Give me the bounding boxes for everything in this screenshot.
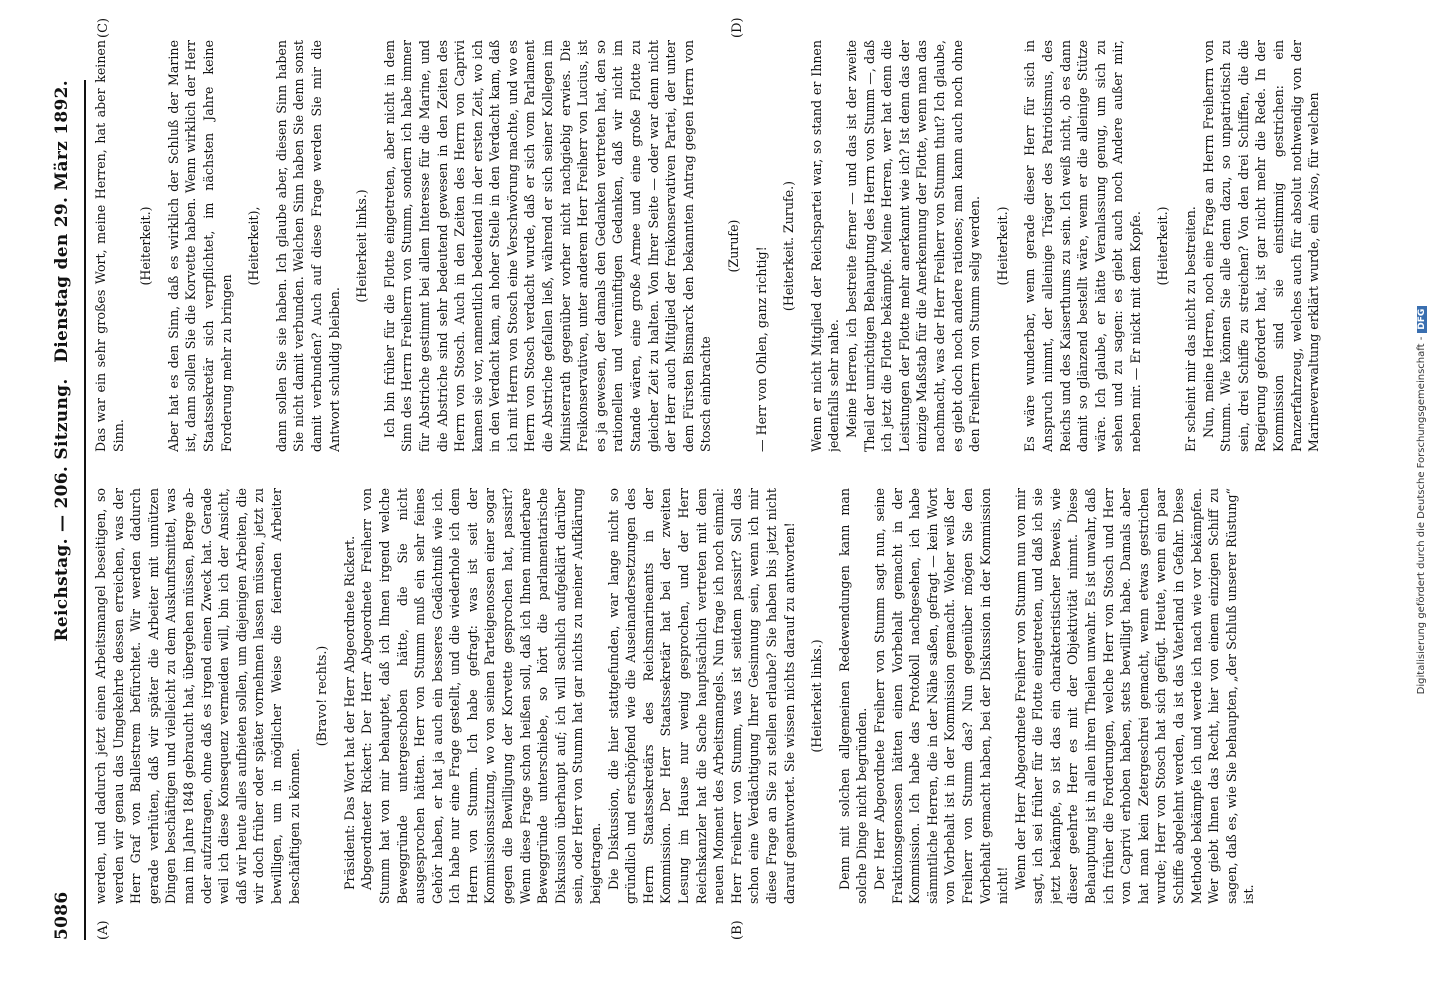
paragraph: Ich bin früher für die Flotte eingetreten, aber nicht in dem Sinn des Herrn Freiherrn von Stumm, sondern ich habe immer für Abstriche gestimmt bei allem Interesse für die Marine, und die Abstriche sind sehr bedeutend gewesen in den Zeiten des Herrn von Stosch. Auch in den Zeiten des Herrn von Caprivi kamen sie vor, namentlich bedeutend in der ersten Zeit, wo ich in den Verdacht kam, an hoher Stelle in den Verdacht kam, daß ich mit Herrn von Stosch eine Verschwörung machte, und wo es Herrn von Stosch verdacht wurde, daß er sich vom Parlament die Abstriche gefallen ließ, während er sich seiner Kollegen im Ministerrath gegenüber vorher nicht nachgiebig erwies. Die Freikonservativen, unter anderem Herr Freiherr von Lucius, ist es ja gewesen, der damals den Gedanken vertreten hat, den so rationellen und vernünftigen Gedanken, daß wir nicht im Stande wären, eine große Armee und eine große Flotte zu gleicher Zeit zu halten. Von Ihrer Seite — oder war denn nicht der Herr auch Mitglied der freikonservativen Partei, der unter dem Fürsten Bismarck den bekannten Antrag gegen Herrn von Stosch einbrachte (381, 40, 714, 452)
paragraph: Aber hat es den Sinn, daß es wirklich der Schluß der Marine ist, dann sollen Sie die Korvette haben. Wenn wirklich der Herr Staatssekretär sich verpflichtet, im nächsten Jahre keine Forderung mehr zu bringen (165, 40, 234, 452)
stage-direction: (Bravo! rechts.) (314, 645, 330, 747)
session-title: Reichstag. — 206. Sitzung. (52, 378, 72, 642)
margin-marker-c: (C) (96, 17, 111, 38)
margin-marker-d: (D) (730, 17, 745, 38)
digitization-credit (1416, 0, 1430, 1000)
paragraph: Abgeordneter Rickert: Der Herr Abgeordnete Freiherr von Stumm hat von mir behauptet, daß ich Ihnen irgend welche Beweggründe untergeschoben hätte, die Sie nicht ausgesprochen hätten. Herr von Stumm muß ein sehr feines Gehör haben, er hat ja auch ein besseres Gedächtniß wie ich. Ich habe nur eine Frage gestellt, und die wiederhole ich dem Herrn von Stumm. Ich habe gefragt: was ist seit der Kommissionssitzung, wo von seinen Parteigenossen einer sogar gegen die Bewilligung der Korvette gesprochen hat, passirt? Wenn diese Frage schon heißen soll, daß ich Ihnen minderbare Beweggründe unterschiebe, so hört die parlamentarische Diskussion überhaupt auf; ich will sachlich aufgeklärt darüber sein, oder Herr von Stumm hat gar nichts zu meiner Aufklärung beigetragen. (359, 488, 604, 904)
page-number: 5086 (52, 891, 72, 940)
paragraph: Meine Herren, ich bestreite ferner — und das ist der zweite Theil der unrichtigen Behauptung des Herrn von Stumm —, daß ich jetzt die Flotte bekämpfe. Meine Herren, wer hat denn die Leistungen der Flotte mehr anerkannt wie ich? Ist denn das der einzige Maßstab für die Anerkennung der Flotte, wenn man das nachmacht, was der Herr Freiherr von Stumm thut? Ich glaube, es giebt doch noch andere rationes; man kann auch noch ohne den Freiherrn von Stumm selig werden. (843, 40, 983, 452)
paragraph: Wenn der Herr Abgeordnete Freiherr von Stumm nun von mir sagt, ich sei früher für die Flotte eingetreten, und daß ich sie jetzt bekämpfe, so ist das ein charakteristischer Beweis, wie dieser geehrte Herr es mit der Objektivität nimmt. Diese Behauptung ist in allen ihren Theilen unwahr. Es ist unwahr, daß ich früher die Forderungen, welche Herr von Stosch und Herr von Caprivi erhoben haben, stets bewilligt habe. Damals aber hat man kein Zetergeschrei gemacht, wenn etwas gestrichen wurde; Herr von Stosch hat sich gefügt. Heute, wenn ein paar Schiffe abgelehnt werden, da ist das Vaterland in Gefahr. Diese Methode bekämpfe ich und werde ich nach wie vor bekämpfen. Wer giebt Ihnen das Recht, hier von einem einzigen Schiff zu sagen, daß es, wie Sie behaupten, „der Schluß unserer Rüstung“ ist. (1012, 488, 1257, 904)
stage-direction: (Heiterkeit. Zurufe.) (781, 180, 797, 312)
header-rule (84, 80, 86, 940)
paragraph: — Herr von Ohlen, ganz richtig! (753, 246, 769, 452)
paragraph: Nun, meine Herren, noch eine Frage an Herrn Freiherrn von Stumm. Wie können Sie alle denn dazu, so unpatriotisch zu sein, drei Schiffe zu streichen? Von den drei Schiffen, die die Regierung gefordert hat, ist gar nicht mehr die Rede. In der Kommission sind sie einstimmig gestrichen: ein Panzerfahrzeug, welches auch für absolut nothwendig von der Marineverwaltung erklärt wurde, ein Aviso, für welchen (1200, 40, 1322, 452)
paragraph: werden, und dadurch jetzt einen Arbeitsmangel beseitigen, so werden wir genau das Umgekehrte dessen erreichen, was der Herr Graf von Ballestrem befürchtet. Wir werden dadurch gerade verhüten, daß wir später die Arbeiter mit unnützen Dingen beschäftigen und vielleicht zu dem Auskunftsmittel, was man im Jahre 1848 gebraucht hat, übergehen müssen, Berge ab- oder aufzutragen, ohne daß es irgend einen Zweck hat. Gerade weil ich diese Konsequenz vermeiden will, bin ich der Ansicht, daß wir heute alles aufbieten sollen, um diejenigen Arbeiten, die wir doch früher oder später vornehmen lassen müssen, jetzt zu bewilligen, um in möglicher Weise die feiernden Arbeiter beschäftigen zu können. (93, 488, 302, 904)
paragraph: Denn mit solchen allgemeinen Redewendungen kann man solche Dinge nicht begründen. (836, 488, 870, 904)
stage-direction: (Heiterkeit links.) (809, 639, 825, 753)
right-text-column (92, 40, 1370, 452)
dfg-logo: DFG (1417, 306, 1427, 333)
date-title: Dienstag den 29. März 1892. (52, 80, 72, 363)
credit-text: Digitalisierung gefördert durch die Deutsche Forschungsgemeinschaft - (1416, 336, 1427, 695)
left-text-column (92, 488, 1370, 904)
stage-direction: (Heiterkeit.) (994, 206, 1010, 286)
margin-marker-a: (A) (96, 920, 111, 940)
stage-direction: (Heiterkeit.) (138, 206, 154, 286)
margin-marker-b: (B) (730, 920, 745, 940)
paragraph: Die Diskussion, die hier stattgefunden, war lange nicht so gründlich und erschöpfend wie die Auseinandersetzungen des Herrn Staatssekretärs des Reichsmarineamts in der Kommission. Der Herr Staatssekretär hat bei der zweiten Lesung im Hause nur wenig gesprochen, und der Herr Reichskanzler hat die Sache hauptsächlich vertreten mit dem neuen Moment des Arbeitsmangels. Nun frage ich noch einmal: Herr Freiherr von Stumm, was ist seitdem passirt? Soll das schon eine Verdächtigung Ihrer Gesinnung sein, wenn ich mir diese Frage an Sie zu stellen erlaube? Sie haben bis jetzt nicht darauf geantwortet. Sie wissen nichts darauf zu antworten! (605, 488, 797, 904)
paragraph: Es wäre wunderbar, wenn gerade dieser Herr für sich in Anspruch nimmt, der alleinige Träger des Patriotismus, des Reichs und des Kaiserthums zu sein. Ich weiß nicht, ob es dann damit so glänzend bestellt wäre, wenn er die alleinige Stütze wäre. Ich glaube, er hätte Veranlassung genug, um sich zu sehen und zu sagen: es giebt auch noch Andere außer mir, neben mir. — Er nickt mit dem Kopfe. (1022, 40, 1143, 452)
page-header (52, 80, 78, 940)
stage-direction: (Heiterkeit), (246, 206, 262, 286)
paragraph: Der Herr Abgeordnete Freiherr von Stumm sagt nun, seine Fraktionsgenossen hätten einen Vorbehalt gemacht in der Kommission. Ich habe das Protokoll nachgesehen, ich habe sämmtliche Herren, die in der Nähe saßen, gefragt — kein Wort von Vorbehalt ist in der Kommission gemacht. Woher weiß der Freiherr von Stumm das? Nun gegenüber mögen Sie den Vorbehalt gemacht haben, bei der Diskussion in der Kommission nicht! (871, 488, 1011, 904)
stage-direction: (Heiterkeit.) (1155, 206, 1171, 286)
paragraph: Präsident: Das Wort hat der Herr Abgeordnete Rickert. (341, 535, 357, 890)
paragraph: Wenn er nicht Mitglied der Reichspartei war, so stand er Ihnen jedenfalls sehr nahe. (808, 40, 842, 452)
paragraph: Das war ein sehr großes Wort, meine Herren, hat aber keinen Sinn. (93, 40, 126, 452)
paragraph: dann sollen Sie sie haben. Ich glaube aber, diesen Sinn haben Sie nicht damit verbunden. Welchen Sinn haben Sie denn sonst damit verbunden? Auch auf diese Frage werden Sie mir die Antwort schuldig bleiben. (273, 40, 342, 452)
stage-direction: (Zurufe) (726, 219, 741, 273)
paragraph: Er scheint mir das nicht zu bestreiten. (1183, 206, 1199, 452)
stage-direction: (Heiterkeit links.) (354, 189, 370, 303)
